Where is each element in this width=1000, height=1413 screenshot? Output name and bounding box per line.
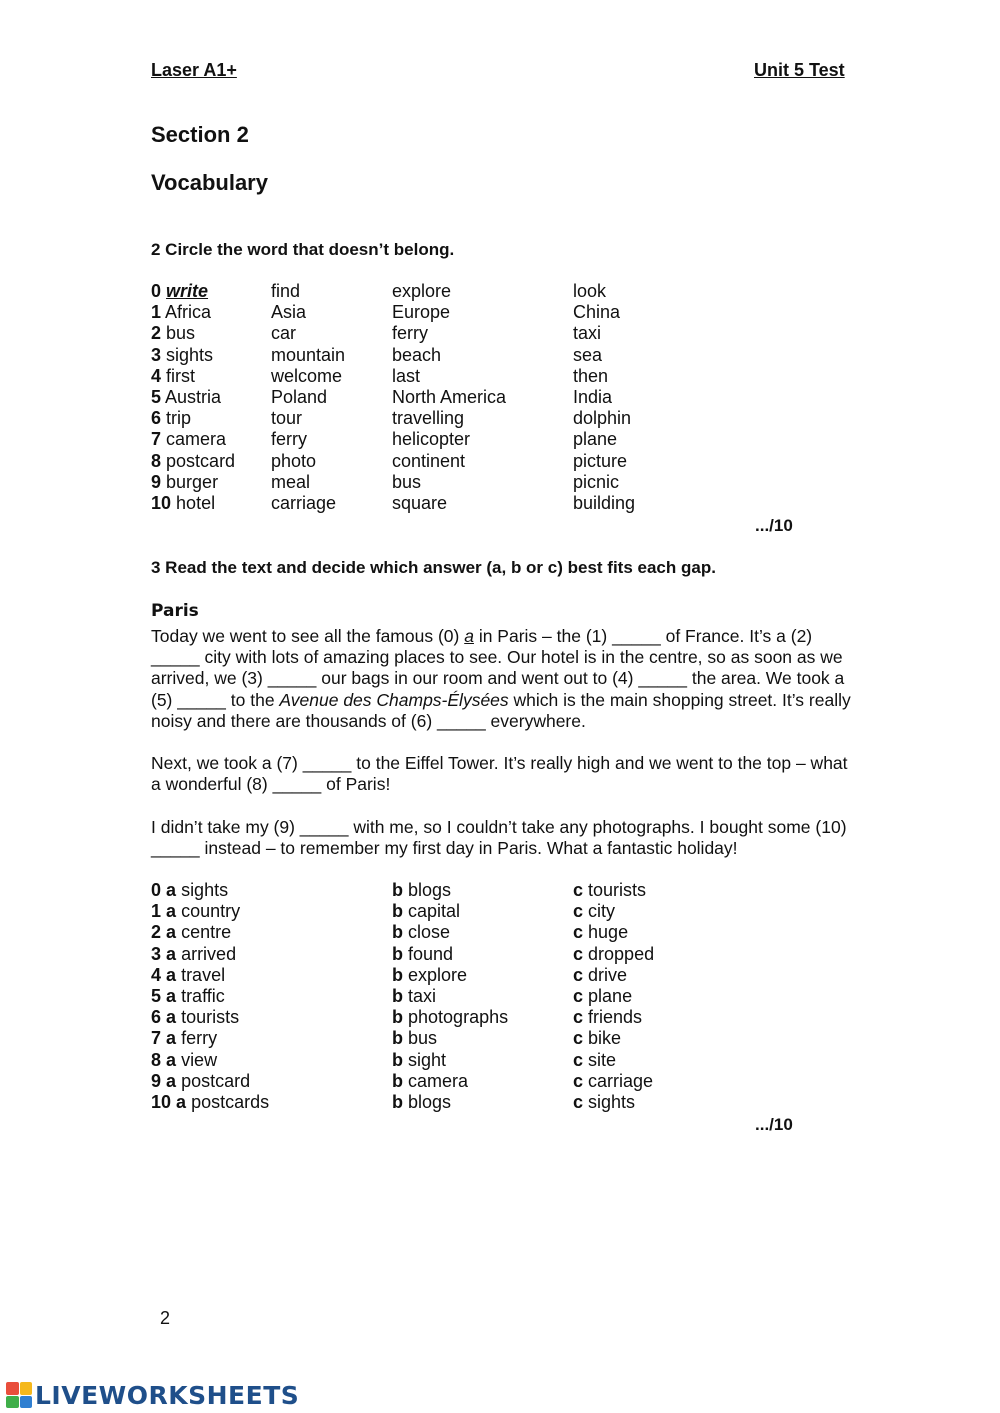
option-text: capital (408, 901, 461, 922)
option-letter: a (166, 985, 177, 1006)
word: burger (166, 471, 219, 492)
subsection-title: Vocabulary (151, 170, 268, 195)
option-letter: b (392, 1091, 403, 1112)
option-letter: c (573, 964, 584, 985)
word-number-cell (151, 302, 211, 323)
item-number: 10 (151, 1091, 172, 1112)
word: North America (392, 386, 507, 407)
option-a (151, 901, 240, 922)
word-number-cell (151, 493, 215, 514)
option-letter: c (573, 985, 584, 1006)
option-letter: b (392, 1007, 403, 1028)
example-answer: a (464, 626, 474, 646)
item-number: 6 (151, 1007, 162, 1028)
word: Africa (165, 302, 212, 323)
item-number: 3 (151, 943, 162, 964)
option-b (392, 922, 450, 943)
item-number: 5 (151, 985, 162, 1006)
option-a (151, 1050, 217, 1071)
option-text: plane (588, 985, 633, 1006)
word: write (166, 281, 209, 301)
item-number: 7 (151, 429, 162, 450)
word: trip (166, 408, 192, 429)
option-text: bike (588, 1028, 622, 1049)
option-a (151, 1007, 239, 1028)
option-letter: a (166, 1007, 177, 1028)
option-letter: b (392, 880, 403, 900)
option-text: sight (408, 1049, 447, 1070)
word: Austria (165, 386, 222, 407)
word-number-cell (151, 366, 195, 387)
word: picnic (573, 471, 620, 492)
option-letter: a (166, 1070, 177, 1091)
option-b (392, 1092, 451, 1113)
word: continent (392, 450, 466, 471)
option-letter: b (392, 985, 403, 1006)
word: tour (271, 408, 303, 429)
word: carriage (271, 492, 337, 513)
option-letter: b (392, 1070, 403, 1091)
option-letter: b (392, 1028, 403, 1049)
option-text: explore (408, 964, 468, 985)
option-text: tourists (588, 880, 647, 900)
option-text: friends (588, 1007, 643, 1028)
option-letter: a (166, 943, 177, 964)
option-c (573, 1050, 616, 1071)
option-text: blogs (408, 880, 452, 900)
option-text: camera (408, 1070, 469, 1091)
option-a (151, 944, 236, 965)
option-letter: c (573, 1007, 584, 1028)
word: welcome (271, 365, 343, 386)
item-number: 3 (151, 344, 162, 365)
word: then (573, 365, 609, 386)
option-c (573, 901, 615, 922)
item-number: 9 (151, 471, 162, 492)
option-text: ferry (181, 1028, 218, 1049)
logo-text: LIVEWORKSHEETS (35, 1380, 300, 1410)
option-text: found (408, 943, 454, 964)
word: Asia (271, 302, 307, 323)
word: first (166, 365, 196, 386)
option-text: traffic (181, 985, 225, 1006)
word: square (392, 492, 448, 513)
word-number-cell (151, 281, 208, 302)
option-text: site (588, 1049, 617, 1070)
option-letter: c (573, 943, 584, 964)
word-number-cell (151, 345, 213, 366)
word: mountain (271, 344, 346, 365)
item-number: 8 (151, 1049, 162, 1070)
option-text: centre (181, 922, 232, 943)
word-number-cell (151, 408, 191, 429)
word: car (271, 323, 297, 344)
option-b (392, 944, 453, 965)
word: sea (573, 344, 603, 365)
word: taxi (573, 323, 602, 344)
item-number: 4 (151, 365, 162, 386)
word: meal (271, 471, 311, 492)
option-b (392, 901, 460, 922)
option-c (573, 922, 628, 943)
word: postcard (166, 450, 236, 471)
option-letter: a (166, 964, 177, 985)
option-text: country (181, 901, 241, 922)
option-b (392, 986, 436, 1007)
word: last (392, 365, 421, 386)
option-c (573, 965, 627, 986)
item-number: 7 (151, 1028, 162, 1049)
word: camera (166, 429, 227, 450)
option-text: arrived (181, 943, 237, 964)
item-number: 2 (151, 323, 162, 344)
option-letter: a (166, 922, 177, 943)
option-text: city (588, 901, 616, 922)
option-letter: b (392, 901, 403, 922)
option-c (573, 880, 646, 901)
option-text: view (181, 1049, 218, 1070)
option-c (573, 986, 632, 1007)
option-letter: b (392, 943, 403, 964)
item-number: 5 (151, 386, 162, 407)
option-text: postcards (191, 1091, 270, 1112)
option-text: travel (181, 964, 226, 985)
text-title: Paris (151, 601, 199, 621)
word: look (573, 281, 607, 301)
option-c (573, 1071, 653, 1092)
item-number: 1 (151, 302, 162, 323)
item-number: 8 (151, 450, 162, 471)
word: plane (573, 429, 618, 450)
liveworksheets-logo (6, 1381, 299, 1409)
word: hotel (176, 492, 216, 513)
option-text: blogs (408, 1091, 452, 1112)
word: Poland (271, 386, 328, 407)
paragraph-1-part3: which is the main shopping street. It’s really noisy and there are thousands of (6) _____ everywhere. (151, 689, 851, 731)
word: explore (392, 281, 452, 301)
logo-mark-icon (6, 1382, 32, 1408)
option-text: bus (408, 1028, 438, 1049)
paragraph-3-text: I didn’t take my (9) _____ with me, so I couldn’t take any photographs. I bought some (10) _____ instead – to remember my first day in Paris. What a fantastic holiday! (151, 817, 847, 859)
option-letter: a (166, 1028, 177, 1049)
option-a (151, 880, 228, 901)
word: China (573, 302, 621, 323)
word: travelling (392, 408, 465, 429)
option-a (151, 965, 225, 986)
option-text: photographs (408, 1007, 509, 1028)
exercise3-score: .../10 (755, 1115, 793, 1134)
section-title: Section 2 (151, 122, 249, 147)
option-a (151, 986, 225, 1007)
option-text: sights (588, 1091, 636, 1112)
word-number-cell (151, 429, 226, 450)
word: bus (392, 471, 422, 492)
paragraph-2 (151, 753, 851, 795)
option-b (392, 965, 467, 986)
option-a (151, 1092, 269, 1113)
option-letter: c (573, 901, 584, 922)
word: Europe (392, 302, 451, 323)
option-letter: b (392, 922, 403, 943)
option-letter: a (176, 1091, 187, 1112)
option-text: drive (588, 964, 628, 985)
option-a (151, 1071, 250, 1092)
option-b (392, 1071, 468, 1092)
option-letter: c (573, 880, 584, 900)
paragraph-2-text: Next, we took a (7) _____ to the Eiffel Tower. It’s really high and we went to the top – what a wonderful (8) _____ of Paris! (151, 753, 848, 795)
option-a (151, 1028, 217, 1049)
word-number-cell (151, 472, 218, 493)
word: India (573, 386, 613, 407)
option-letter: c (573, 1091, 584, 1112)
option-text: close (408, 922, 451, 943)
exercise3-instruction: 3 Read the text and decide which answer (a, b or c) best fits each gap. (151, 558, 716, 577)
word: find (271, 281, 301, 301)
option-letter: c (573, 922, 584, 943)
street-name: Avenue des Champs-Élysées (279, 689, 509, 710)
option-c (573, 944, 654, 965)
option-letter: b (392, 1049, 403, 1070)
option-letter: a (166, 1049, 177, 1070)
option-c (573, 1007, 642, 1028)
item-number: 0 (151, 281, 162, 301)
option-letter: c (573, 1028, 584, 1049)
word: ferry (392, 323, 428, 344)
option-letter: a (166, 880, 177, 900)
option-letter: b (392, 964, 403, 985)
word: beach (392, 344, 442, 365)
option-text: sights (181, 880, 229, 900)
item-number: 0 (151, 880, 162, 900)
item-number: 6 (151, 408, 162, 429)
word: bus (166, 323, 196, 344)
option-text: carriage (588, 1070, 654, 1091)
item-number: 1 (151, 901, 162, 922)
option-b (392, 880, 451, 901)
word: picture (573, 450, 628, 471)
option-text: dropped (588, 943, 655, 964)
option-letter: c (573, 1070, 584, 1091)
option-text: taxi (408, 985, 437, 1006)
option-c (573, 1028, 621, 1049)
option-a (151, 922, 231, 943)
page-number: 2 (160, 1308, 171, 1328)
header-right: Unit 5 Test (754, 60, 845, 80)
word: ferry (271, 429, 307, 450)
header-left: Laser A1+ (151, 60, 237, 80)
paragraph-1-part1: Today we went to see all the famous (0) (151, 626, 465, 646)
item-number: 4 (151, 964, 162, 985)
option-text: tourists (181, 1007, 240, 1028)
item-number: 10 (151, 492, 172, 513)
paragraph-3 (151, 817, 851, 859)
option-text: huge (588, 922, 629, 943)
exercise2-instruction: 2 Circle the word that doesn’t belong. (151, 240, 455, 259)
option-text: postcard (181, 1070, 251, 1091)
word-number-cell (151, 323, 195, 344)
option-b (392, 1050, 446, 1071)
paragraph-1-part2: in Paris – the (1) _____ of France. It’s a (2) _____ city with lots of amazing places to see. Our hotel is in the centre, so as soon as we arrived, we (3) _____ our bags in our room and went out to (4) _____ the area. We took a (5) _____ to the (151, 626, 845, 710)
option-letter: c (573, 1049, 584, 1070)
item-number: 9 (151, 1070, 162, 1091)
option-b (392, 1028, 437, 1049)
option-c (573, 1092, 635, 1113)
word: helicopter (392, 429, 471, 450)
word: building (573, 492, 636, 513)
option-letter: a (166, 901, 177, 922)
paragraph-1 (151, 626, 851, 732)
option-b (392, 1007, 508, 1028)
word-number-cell (151, 451, 235, 472)
word: dolphin (573, 408, 632, 429)
word-number-cell (151, 387, 221, 408)
word: sights (166, 344, 214, 365)
item-number: 2 (151, 922, 162, 943)
exercise2-score: .../10 (755, 516, 793, 535)
word: photo (271, 450, 317, 471)
